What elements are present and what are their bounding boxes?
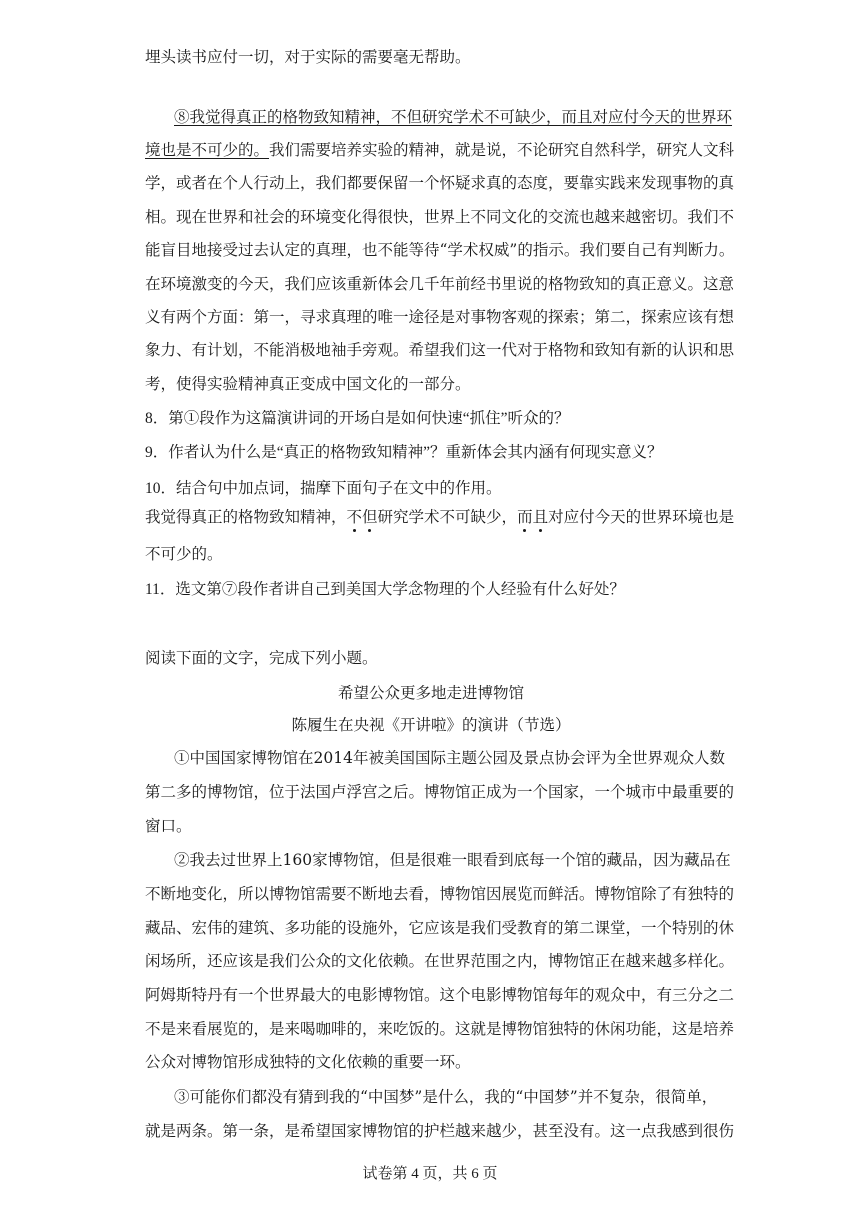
passage-line: 象力、有计划，不能消极地袖手旁观。希望我们这一代对于格物和致知有新的认识和思 [145,341,735,359]
dotted-char: 而 [517,508,533,526]
reading-instruction: 阅读下面的文字，完成下列小题。 [145,650,378,667]
underlined-sentence: ⑧我觉得真正的格物致知精神，不但研究学术不可缺少，而且对应付今天的世界环 [174,108,733,126]
passage-line: 义有两个方面：第一，寻求真理的唯一途径是对事物客观的探索；第二，探索应该有想 [145,308,735,326]
article-subtitle: 陈履生在央视《开讲啦》的演讲（节选） [291,716,571,734]
article-line: 公众对博物馆形成独特的文化依赖的重要一环。 [145,1053,471,1071]
passage-line: 在环境激变的今天，我们应该重新体会几千年前经书里说的格物致知的真正意义。这意 [145,275,735,293]
page-footer: 试卷第 4 页，共 6 页 [362,1166,498,1182]
underlined-sentence: 境也是不可少的。 [145,141,270,159]
passage-line-underlined [174,107,733,127]
article-line: ③可能你们都没有猜到我的“中国梦”是什么，我的“中国梦”并不复杂，很简单， [174,1088,718,1106]
sentence-part: 对应付今天的世界环境也是 [548,508,735,526]
question-11: 11．选文第⑦段作者讲自己到美国大学念物理的个人经验有什么好处？ [145,581,625,598]
article-line: 就是两条。第一条，是希望国家博物馆的护栏越来越少，甚至没有。这一点我感到很伤 [145,1122,735,1140]
dotted-char: 但 [362,508,378,526]
passage-line: 相。现在世界和社会的环境变化得很快，世界上不同文化的交流也越来越密切。我们不 [145,208,735,226]
article-line: 第二多的博物馆，位于法国卢浮宫之后。博物馆正成为一个国家，一个城市中最重要的 [145,783,735,801]
article-line: ②我去过世界上160家博物馆，但是很难一眼看到底每一个馆的藏品，因为藏品在 [174,851,731,869]
passage-line [145,140,735,160]
article-title: 希望公众更多地走进博物馆 [337,684,524,702]
article-line: 阿姆斯特丹有一个世界最大的电影博物馆。这个电影博物馆每年的观众中，有三分之二 [145,986,735,1004]
article-line: 藏品、宏伟的建筑、多功能的设施外，它应该是我们受教育的第二课堂，一个特别的休 [145,919,735,937]
dotted-char: 不 [346,508,363,526]
question-10-sentence-end: 不可少的。 [145,546,223,563]
passage-line: 埋头读书应付一切，对于实际的需要毫无帮助。 [145,48,471,66]
question-8: 8．第①段作为这篇演讲词的开场白是如何快速“抓住”听众的？ [145,410,570,427]
passage-line: 学，或者在个人行动上，我们都要保留一个怀疑求真的态度，要靠实践来发现事物的真 [145,174,735,192]
article-line: 闲场所，还应该是我们公众的文化依赖。在世界范围之内，博物馆正在越来越多样化。 [145,952,735,970]
article-line: 窗口。 [145,817,192,835]
sentence-part: 研究学术不可缺少， [377,508,518,526]
question-10-sentence [145,507,735,527]
passage-text: 我们需要培养实验的精神，就是说，不论研究自然科学，研究人文科 [269,141,735,159]
dotted-char: 且 [532,508,549,526]
passage-line: 能盲目地接受过去认定的真理，也不能等待“学术权威”的指示。我们要自己有判断力。 [145,241,735,259]
question-10: 10．结合句中加点词，揣摩下面句子在文中的作用。 [145,480,502,497]
sentence-part: 我觉得真正的格物致知精神， [145,508,347,526]
question-9: 9．作者认为什么是“真正的格物致知精神”？重新体会其内涵有何现实意义？ [145,444,663,461]
passage-line: 考，使得实验精神真正变成中国文化的一部分。 [145,375,471,393]
article-line: ①中国国家博物馆在2014年被美国国际主题公园及景点协会评为全世界观众人数 [174,749,725,767]
article-line: 不断地变化，所以博物馆需要不断地去看，博物馆因展览而鲜活。博物馆除了有独特的 [145,885,735,903]
article-line: 不是来看展览的，是来喝咖啡的，来吃饭的。这就是博物馆独特的休闲功能，这是培养 [145,1020,735,1038]
